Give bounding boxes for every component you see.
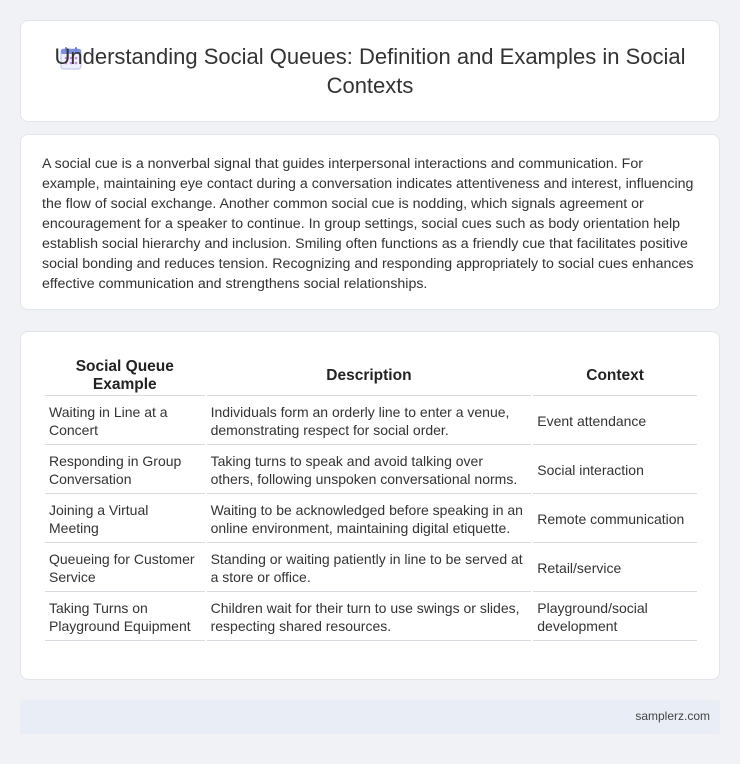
table-row	[45, 545, 697, 592]
example-cell: Taking Turns on Playground Equipment	[45, 594, 205, 641]
context-cell: Retail/service	[533, 545, 697, 592]
description-cell: Standing or waiting patiently in line to be served at a store or office.	[207, 545, 532, 592]
description-cell: Children wait for their turn to use swings or slides, respecting shared resources.	[207, 594, 532, 641]
table-row	[45, 594, 697, 641]
context-cell: Remote communication	[533, 496, 697, 543]
context-cell: Playground/social development	[533, 594, 697, 641]
example-cell: Responding in Group Conversation	[45, 447, 205, 494]
footer-site-link[interactable]: samplerz.com	[635, 709, 710, 723]
example-cell: Joining a Virtual Meeting	[45, 496, 205, 543]
intro-paragraph: A social cue is a nonverbal signal that guides interpersonal interactions and communication. For example, maintaining eye contact during a conversation indicates attentiveness and interest, influencing the flow of social exchange. Another common social cue is nodding, which signals agreement or encouragement for a speaker to continue. In group settings, social cues such as body orientation help establish social hierarchy and inclusion. Smiling often functions as a friendly cue that facilitates positive social bonding and reduces tension. Recognizing and responding appropriately to social cues enhances effective communication and strengthens social relationships.	[42, 156, 694, 292]
examples-table	[43, 353, 699, 643]
example-cell: Waiting in Line at a Concert	[45, 398, 205, 445]
table-card	[20, 331, 720, 680]
footer	[20, 700, 720, 734]
table-row	[45, 447, 697, 494]
table-header-row	[45, 355, 697, 396]
header-description: Description	[207, 355, 532, 396]
description-cell: Waiting to be acknowledged before speaking in an online environment, maintaining digital etiquette.	[207, 496, 532, 543]
header-context: Context	[533, 355, 697, 396]
example-cell: Queueing for Customer Service	[45, 545, 205, 592]
page-title: Understanding Social Queues: Definition and Examples in Social Contexts	[54, 44, 686, 98]
context-cell: Event attendance	[533, 398, 697, 445]
header-card	[20, 20, 720, 122]
description-cell: Taking turns to speak and avoid talking over others, following unspoken conversational norms.	[207, 447, 532, 494]
context-cell: Social interaction	[533, 447, 697, 494]
description-cell: Individuals form an orderly line to enter a venue, demonstrating respect for social order.	[207, 398, 532, 445]
intro-card	[20, 134, 720, 310]
table-row	[45, 496, 697, 543]
table-row	[45, 398, 697, 445]
header-example: Social Queue Example	[45, 355, 205, 396]
